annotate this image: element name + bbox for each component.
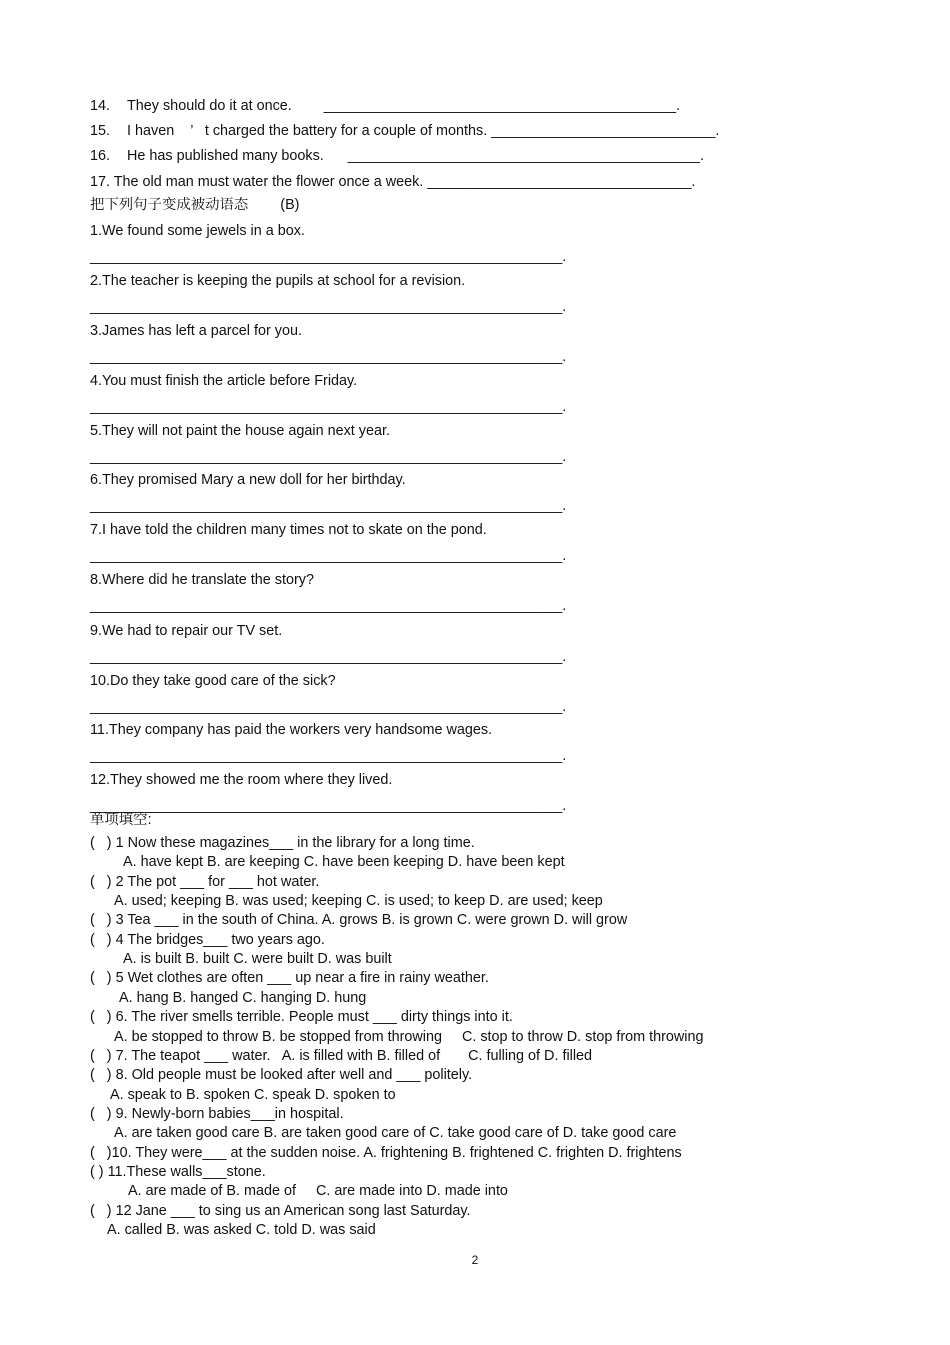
multiple-choice-title: 单项填空:	[90, 812, 152, 828]
answer-blank[interactable]: ____________________________________________.	[323, 98, 680, 114]
answer-line[interactable]: ___________________________________________________________.	[90, 249, 567, 265]
mc-question-line: ( ) 7. The teapot ___ water. A. is filled with B. filled of C. fulling of D. filled	[90, 1048, 593, 1064]
mc-question-line: ( ) 8. Old people must be looked after well and ___ politely.	[90, 1067, 473, 1083]
item-gap	[292, 98, 324, 114]
mc-question-line: ( ) 9. Newly-born babies___in hospital.	[90, 1106, 344, 1122]
section-b-title: 把下列句子变成被动语态 (B)	[90, 197, 300, 213]
passive-item-question: 4.You must finish the article before Friday.	[90, 373, 358, 389]
mc-options-line: A. be stopped to throw B. be stopped from throwing C. stop to throw D. stop from throwing	[114, 1029, 704, 1045]
mc-options-line: A. is built B. built C. were built D. was built	[123, 951, 392, 967]
passive-item-question: 11.They company has paid the workers very handsome wages.	[90, 722, 493, 738]
mc-options-line: A. hang B. hanged C. hanging D. hung	[119, 990, 367, 1006]
item-number: 16.	[90, 148, 111, 164]
mc-question-line: ( ) 6. The river smells terrible. People must ___ dirty things into it.	[90, 1009, 513, 1025]
passive-item-question: 6.They promised Mary a new doll for her birthday.	[90, 472, 406, 488]
passive-item-question: 8.Where did he translate the story?	[90, 572, 314, 588]
answer-line[interactable]: ___________________________________________________________.	[90, 649, 567, 665]
mc-question-line: ( ) 1 Now these magazines___ in the library for a long time.	[90, 835, 475, 851]
answer-blank[interactable]: _________________________________.	[427, 174, 696, 190]
mc-question-line: ( ) 2 The pot ___ for ___ hot water.	[90, 874, 320, 890]
item-text: He has published many books.	[127, 148, 324, 164]
item-gap	[324, 148, 348, 164]
item-number: 15.	[90, 123, 111, 139]
rewrite-item	[90, 97, 680, 115]
item-text: I haven ’ t charged the battery for a couple of months.	[127, 123, 488, 139]
answer-line[interactable]: ___________________________________________________________.	[90, 748, 567, 764]
item-number: 14.	[90, 98, 111, 114]
mc-question-line: ( ) 4 The bridges___ two years ago.	[90, 932, 325, 948]
answer-line[interactable]: ___________________________________________________________.	[90, 699, 567, 715]
mc-question-line: ( ) 11.These walls___stone.	[90, 1164, 266, 1180]
mc-options-line: A. called B. was asked C. told D. was said	[107, 1222, 376, 1238]
answer-line[interactable]: ___________________________________________________________.	[90, 798, 567, 814]
mc-options-line: A. are made of B. made of C. are made into D. made into	[128, 1183, 508, 1199]
passive-item-question: 5.They will not paint the house again next year.	[90, 423, 390, 439]
passive-item-question: 12.They showed me the room where they lived.	[90, 772, 393, 788]
mc-options-line: A. used; keeping B. was used; keeping C. is used; to keep D. are used; keep	[114, 893, 603, 909]
answer-line[interactable]: ___________________________________________________________.	[90, 498, 567, 514]
mc-question-line: ( ) 5 Wet clothes are often ___ up near a fire in rainy weather.	[90, 970, 489, 986]
rewrite-item	[90, 147, 704, 165]
passive-item-question: 10.Do they take good care of the sick?	[90, 673, 336, 689]
answer-blank[interactable]: ____________________________________________.	[347, 148, 704, 164]
answer-line[interactable]: ___________________________________________________________.	[90, 299, 567, 315]
mc-question-line: ( ) 12 Jane ___ to sing us an American song last Saturday.	[90, 1203, 471, 1219]
passive-item-question: 7.I have told the children many times not to skate on the pond.	[90, 522, 487, 538]
answer-line[interactable]: ___________________________________________________________.	[90, 548, 567, 564]
item-text: 17. The old man must water the flower once a week.	[90, 174, 424, 190]
rewrite-item	[90, 122, 719, 140]
item-text: They should do it at once.	[127, 98, 292, 114]
mc-options-line: A. are taken good care B. are taken good care of C. take good care of D. take good care	[114, 1125, 677, 1141]
passive-item-question: 1.We found some jewels in a box.	[90, 223, 305, 239]
answer-line[interactable]: ___________________________________________________________.	[90, 598, 567, 614]
answer-blank[interactable]: ____________________________.	[491, 123, 720, 139]
rewrite-item	[90, 173, 695, 191]
page-number: 2	[471, 1253, 479, 1267]
mc-question-line: ( ) 3 Tea ___ in the south of China. A. grows B. is grown C. were grown D. will grow	[90, 912, 628, 928]
passive-item-question: 9.We had to repair our TV set.	[90, 623, 283, 639]
mc-options-line: A. have kept B. are keeping C. have been keeping D. have been kept	[123, 854, 565, 870]
answer-line[interactable]: ___________________________________________________________.	[90, 399, 567, 415]
passive-item-question: 2.The teacher is keeping the pupils at school for a revision.	[90, 273, 466, 289]
mc-options-line: A. speak to B. spoken C. speak D. spoken to	[110, 1087, 396, 1103]
mc-question-line: ( )10. They were___ at the sudden noise. A. frightening B. frightened C. frighten D. frightens	[90, 1145, 682, 1161]
passive-item-question: 3.James has left a parcel for you.	[90, 323, 302, 339]
answer-line[interactable]: ___________________________________________________________.	[90, 349, 567, 365]
answer-line[interactable]: ___________________________________________________________.	[90, 449, 567, 465]
